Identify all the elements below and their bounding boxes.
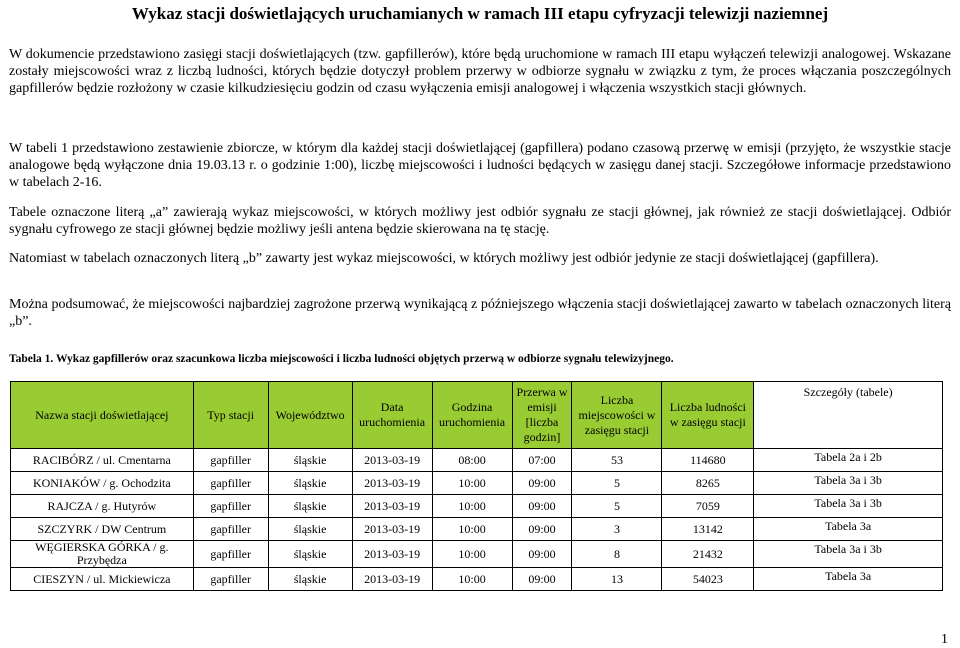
intro-paragraph: W dokumencie przedstawiono zasięgi stacji doświetlających (tzw. gapfillerów), które będą uruchomione w ramach III etapu wyłączeń telewizji analogowej. Wskazane zostały miejscowości wraz z liczbą ludności, których będzie dotyczył problem przerwy w odbiorze sygnału w związku z tym, że proces włączania poszczególnych gapfillerów będzie rozłożony w czasie kilkudziesięciu godzin od czasu wyłączenia emisji analogowej i włączenia wszystkich stacji głównych. bbox=[9, 47, 951, 96]
table-row bbox=[11, 472, 943, 495]
start-time-cell: 10:00 bbox=[432, 518, 512, 541]
conclusion-paragraph: Można podsumować, że miejscowości najbardziej zagrożone przerwą wynikającą z późniejszego włączenia stacji doświetlającej zawarto w tabelach oznaczonych literą „b”. bbox=[9, 297, 951, 329]
station-name-cell: CIESZYN / ul. Mickiewicza bbox=[11, 568, 194, 591]
header-station-name: Nazwa stacji doświetlającej bbox=[11, 382, 194, 449]
break-hours-cell: 09:00 bbox=[512, 541, 572, 568]
table-row bbox=[11, 541, 943, 568]
population-cell: 7059 bbox=[662, 495, 754, 518]
table-row bbox=[11, 495, 943, 518]
voivodeship-cell: śląskie bbox=[268, 449, 352, 472]
header-start-date: Data uruchomienia bbox=[352, 382, 432, 449]
table-row bbox=[11, 518, 943, 541]
population-cell: 54023 bbox=[662, 568, 754, 591]
header-station-type: Typ stacji bbox=[193, 382, 268, 449]
localities-count-cell: 8 bbox=[572, 541, 662, 568]
station-type-cell: gapfiller bbox=[193, 541, 268, 568]
localities-count-cell: 13 bbox=[572, 568, 662, 591]
details-cell: Tabela 3a bbox=[754, 518, 943, 541]
header-voivodeship: Województwo bbox=[268, 382, 352, 449]
header-break-hours: Przerwa w emisji [liczba godzin] bbox=[512, 382, 572, 449]
break-hours-cell: 07:00 bbox=[512, 449, 572, 472]
station-type-cell: gapfiller bbox=[193, 495, 268, 518]
start-time-cell: 10:00 bbox=[432, 541, 512, 568]
summary-paragraph: W tabeli 1 przedstawiono zestawienie zbiorcze, w którym dla każdej stacji doświetlającej (gapfillera) podano czasową przerwę w emisji (przyjęto, że wszystkie stacje analogowe będą wyłączone dnia 19.03.13 r. o godzinie 1:00), liczbę miejscowości i ludności będących w zasięgu danej stacji. Szczegółowe informacje przedstawiono w tabelach 2-16. bbox=[9, 141, 951, 190]
gapfiller-table bbox=[10, 381, 943, 591]
header-localities-count: Liczba miejscowości w zasięgu stacji bbox=[572, 382, 662, 449]
break-hours-cell: 09:00 bbox=[512, 495, 572, 518]
details-cell: Tabela 3a bbox=[754, 568, 943, 591]
page-title: Wykaz stacji doświetlających uruchamianych w ramach III etapu cyfryzacji telewizji naziemnej bbox=[131, 4, 829, 23]
voivodeship-cell: śląskie bbox=[268, 472, 352, 495]
population-cell: 8265 bbox=[662, 472, 754, 495]
tables-a-paragraph: Tabele oznaczone literą „a” zawierają wykaz miejscowości, w których możliwy jest odbiór sygnału ze stacji głównej, jak również ze stacji doświetlającej. Odbiór sygnału cyfrowego ze stacji głównej będzie możliwy jeśli antena będzie skierowana na tę stację. bbox=[9, 205, 951, 237]
header-details: Szczegóły (tabele) bbox=[754, 382, 943, 449]
voivodeship-cell: śląskie bbox=[268, 568, 352, 591]
station-type-cell: gapfiller bbox=[193, 449, 268, 472]
start-time-cell: 10:00 bbox=[432, 472, 512, 495]
station-type-cell: gapfiller bbox=[193, 472, 268, 495]
details-cell: Tabela 3a i 3b bbox=[754, 541, 943, 568]
start-time-cell: 08:00 bbox=[432, 449, 512, 472]
start-date-cell: 2013-03-19 bbox=[352, 449, 432, 472]
voivodeship-cell: śląskie bbox=[268, 518, 352, 541]
details-cell: Tabela 2a i 2b bbox=[754, 449, 943, 472]
start-date-cell: 2013-03-19 bbox=[352, 518, 432, 541]
page-number: 1 bbox=[941, 632, 948, 647]
start-date-cell: 2013-03-19 bbox=[352, 568, 432, 591]
table-caption: Tabela 1. Wykaz gapfillerów oraz szacunkowa liczba miejscowości i liczba ludności objętych przerwą w odbiorze sygnału telewizyjnego. bbox=[9, 353, 674, 365]
station-type-cell: gapfiller bbox=[193, 518, 268, 541]
header-population: Liczba ludności w zasięgu stacji bbox=[662, 382, 754, 449]
station-name-cell: WĘGIERSKA GÓRKA / g. Przybędza bbox=[11, 541, 194, 568]
voivodeship-cell: śląskie bbox=[268, 495, 352, 518]
details-cell: Tabela 3a i 3b bbox=[754, 472, 943, 495]
break-hours-cell: 09:00 bbox=[512, 518, 572, 541]
table-row bbox=[11, 449, 943, 472]
station-name-cell: SZCZYRK / DW Centrum bbox=[11, 518, 194, 541]
station-name-cell: RACIBÓRZ / ul. Cmentarna bbox=[11, 449, 194, 472]
localities-count-cell: 5 bbox=[572, 495, 662, 518]
start-date-cell: 2013-03-19 bbox=[352, 541, 432, 568]
header-start-time: Godzina uruchomienia bbox=[432, 382, 512, 449]
start-date-cell: 2013-03-19 bbox=[352, 472, 432, 495]
details-cell: Tabela 3a i 3b bbox=[754, 495, 943, 518]
break-hours-cell: 09:00 bbox=[512, 568, 572, 591]
start-time-cell: 10:00 bbox=[432, 495, 512, 518]
table-header-row bbox=[11, 382, 943, 449]
station-name-cell: RAJCZA / g. Hutyrów bbox=[11, 495, 194, 518]
localities-count-cell: 5 bbox=[572, 472, 662, 495]
break-hours-cell: 09:00 bbox=[512, 472, 572, 495]
voivodeship-cell: śląskie bbox=[268, 541, 352, 568]
tables-b-paragraph: Natomiast w tabelach oznaczonych literą „b” zawarty jest wykaz miejscowości, w których możliwy jest odbiór jedynie ze stacji doświetlającej (gapfillera). bbox=[9, 251, 879, 266]
localities-count-cell: 53 bbox=[572, 449, 662, 472]
population-cell: 13142 bbox=[662, 518, 754, 541]
population-cell: 114680 bbox=[662, 449, 754, 472]
table-row bbox=[11, 568, 943, 591]
start-date-cell: 2013-03-19 bbox=[352, 495, 432, 518]
station-name-cell: KONIAKÓW / g. Ochodzita bbox=[11, 472, 194, 495]
station-type-cell: gapfiller bbox=[193, 568, 268, 591]
localities-count-cell: 3 bbox=[572, 518, 662, 541]
population-cell: 21432 bbox=[662, 541, 754, 568]
start-time-cell: 10:00 bbox=[432, 568, 512, 591]
